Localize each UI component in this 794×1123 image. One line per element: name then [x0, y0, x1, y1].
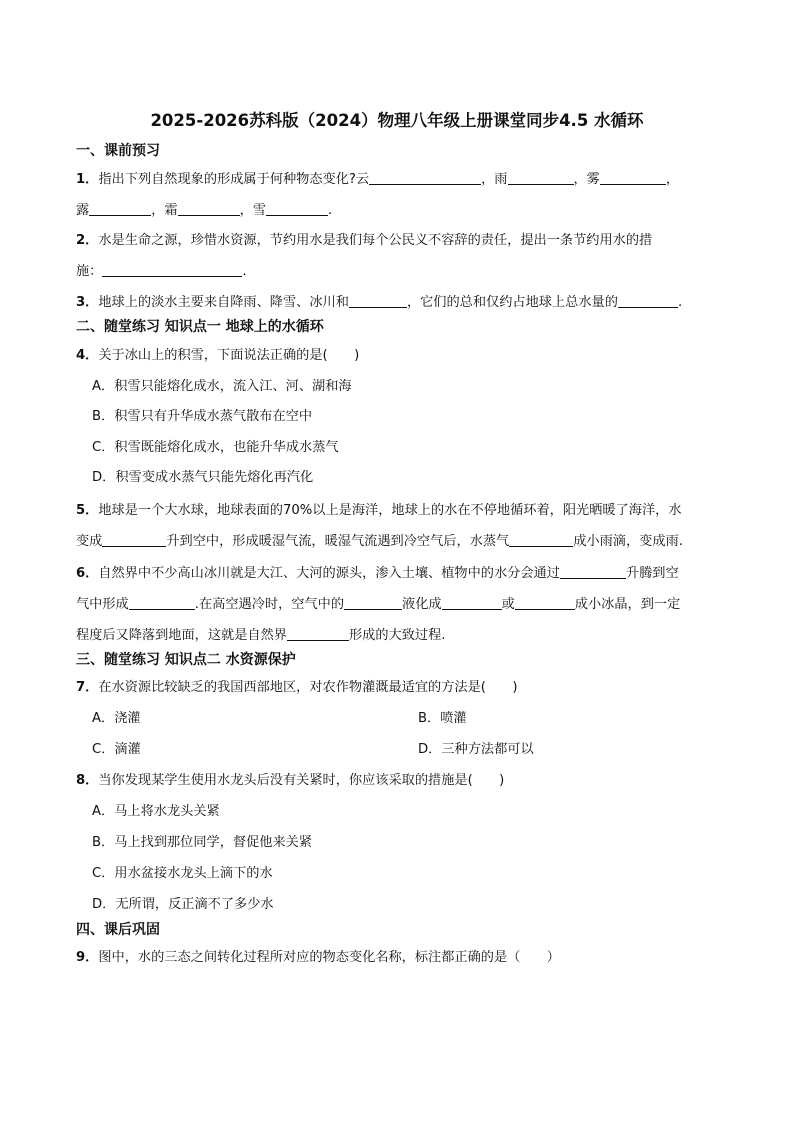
answer-blank[interactable] — [560, 565, 626, 579]
question-text: ，雨 — [481, 172, 508, 187]
question-number: 8． — [76, 773, 99, 788]
answer-blank[interactable] — [344, 596, 402, 610]
option-b[interactable]: B．喷灌 — [418, 711, 467, 726]
option-c[interactable]: C．积雪既能熔化成水，也能升华成水蒸气 — [92, 440, 339, 455]
question-number: 6． — [76, 566, 99, 581]
question-text: 形成的大致过程. — [349, 628, 446, 643]
section-heading-consolidation: 四、课后巩固 — [76, 922, 160, 938]
question-6-line-2 — [76, 593, 680, 612]
question-text: 地球是一个大水球，地球表面的70%以上是海洋，地球上的水在不停地循环着，阳光晒暖了海洋，水 — [98, 503, 682, 518]
question-7-stem — [76, 676, 517, 695]
option-d[interactable]: D．三种方法都可以 — [418, 742, 534, 757]
option-b[interactable]: B．马上找到那位同学，督促他来关紧 — [92, 835, 313, 850]
question-text: .在高空遇冷时，空气中的 — [194, 597, 345, 612]
question-text: 在水资源比较缺乏的我国西部地区，对农作物灌溉最适宜的方法是( ) — [98, 680, 518, 695]
option-c[interactable]: C．滴灌 — [92, 742, 141, 757]
question-text: 成小冰晶，到一定 — [574, 597, 681, 612]
question-text: ，霜 — [151, 203, 178, 218]
question-text: ，雾 — [573, 172, 600, 187]
option-c[interactable]: C．用水盆接水龙头上滴下的水 — [92, 866, 273, 881]
answer-blank[interactable] — [178, 202, 240, 216]
answer-blank[interactable] — [129, 596, 195, 610]
question-1-line-1 — [76, 168, 679, 187]
question-number: 4． — [76, 348, 99, 363]
question-text: ，它们的总和仅约占地球上总水量的 — [406, 295, 618, 310]
question-4-stem — [76, 344, 359, 363]
answer-blank[interactable] — [369, 171, 481, 185]
question-5-line-2 — [76, 530, 683, 549]
question-6-line-3 — [76, 624, 446, 643]
answer-blank[interactable] — [509, 533, 573, 547]
answer-blank[interactable] — [442, 596, 502, 610]
question-text: 程度后又降落到地面，这就是自然界 — [76, 628, 287, 643]
question-text: 地球上的淡水主要来自降雨、降雪、冰川和 — [98, 295, 349, 310]
question-number: 9． — [76, 950, 99, 965]
answer-blank[interactable] — [287, 627, 349, 641]
question-text: 升腾到空 — [625, 566, 679, 581]
option-a[interactable]: A．浇灌 — [92, 711, 141, 726]
page-title: 2025-2026苏科版（2024）物理八年级上册课堂同步4.5 水循环 — [150, 111, 644, 130]
answer-blank[interactable] — [349, 294, 407, 308]
option-b[interactable]: B．积雪只有升华成水蒸气散布在空中 — [92, 409, 313, 424]
question-text: 水是生命之源，珍惜水资源，节约用水是我们每个公民义不容辞的责任，提出一条节约用水的措 — [98, 233, 653, 248]
question-text: ， — [665, 172, 680, 187]
section-heading-preview: 一、课前预习 — [76, 143, 160, 159]
question-text: 露 — [76, 203, 90, 218]
question-text: 或 — [501, 597, 515, 612]
question-text: 变成 — [76, 534, 103, 549]
question-number: 3． — [76, 295, 99, 310]
question-text: ，雪 — [239, 203, 266, 218]
question-text: . — [677, 295, 683, 310]
answer-blank[interactable] — [618, 294, 678, 308]
question-text: 施： — [76, 264, 103, 279]
question-text: 当你发现某学生使用水龙头后没有关紧时，你应该采取的措施是( ) — [98, 773, 505, 788]
question-text: 指出下列自然现象的形成属于何种物态变化?云 — [98, 172, 370, 187]
question-text: 升到空中，形成暖湿气流，暖湿气流遇到冷空气后，水蒸气 — [166, 534, 510, 549]
option-a[interactable]: A．积雪只能熔化成水，流入江、河、湖和海 — [92, 379, 352, 394]
question-6-line-1 — [76, 562, 679, 581]
question-number: 5． — [76, 503, 99, 518]
question-text: . — [242, 264, 247, 279]
question-number: 2． — [76, 233, 99, 248]
answer-blank[interactable] — [508, 171, 574, 185]
question-number: 7． — [76, 680, 99, 695]
section-heading-water-cycle: 二、随堂练习 知识点一 地球上的水循环 — [76, 319, 324, 335]
question-text: . — [327, 203, 333, 218]
question-9-stem — [76, 946, 560, 965]
question-5-line-1 — [76, 499, 682, 518]
answer-blank[interactable] — [102, 533, 166, 547]
option-d[interactable]: D．无所谓，反正滴不了多少水 — [92, 897, 274, 912]
question-text: 图中，水的三态之间转化过程所对应的物态变化名称，标注都正确的是（ ） — [98, 950, 560, 965]
question-text: 气中形成 — [76, 597, 129, 612]
question-text: 自然界中不少高山冰川就是大江、大河的源头，渗入土壤、植物中的水分会通过 — [98, 566, 560, 581]
question-3-line-1 — [76, 291, 682, 310]
question-text: 液化成 — [402, 597, 442, 612]
question-number: 1． — [76, 172, 99, 187]
question-8-stem — [76, 769, 504, 788]
question-2-line-2 — [76, 260, 247, 279]
question-text: 成小雨滴，变成雨. — [573, 534, 683, 549]
answer-blank[interactable] — [515, 596, 575, 610]
option-a[interactable]: A．马上将水龙头关紧 — [92, 804, 220, 819]
answer-blank[interactable] — [89, 202, 151, 216]
answer-blank[interactable] — [600, 171, 666, 185]
section-heading-water-protection: 三、随堂练习 知识点二 水资源保护 — [76, 652, 296, 668]
question-2-line-1 — [76, 229, 652, 248]
answer-blank[interactable] — [102, 263, 242, 277]
question-1-line-2 — [76, 199, 332, 218]
option-d[interactable]: D．积雪变成水蒸气只能先熔化再汽化 — [92, 470, 314, 485]
answer-blank[interactable] — [266, 202, 328, 216]
question-text: 关于冰山上的积雪，下面说法正确的是( ) — [98, 348, 360, 363]
